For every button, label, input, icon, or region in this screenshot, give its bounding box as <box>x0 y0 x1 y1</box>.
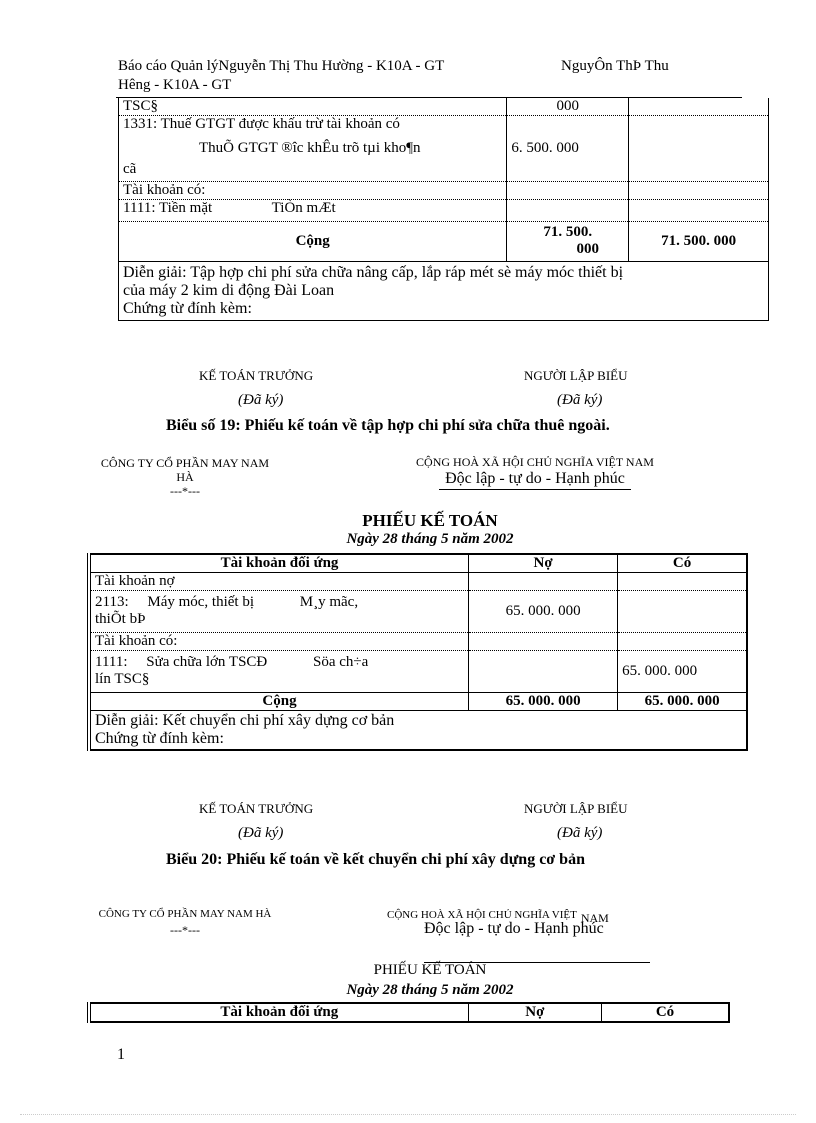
account-cell: TSC§ <box>119 98 507 116</box>
republic-header <box>370 455 700 490</box>
explanation-text: Diễn giải: Kết chuyển chi phí xây dựng cơ bản <box>95 712 395 729</box>
account-text: 2113: Máy móc, thiết bị <box>95 594 255 610</box>
voucher-date: Ngày 28 tháng 5 năm 2002 <box>346 531 514 547</box>
preparer-label: NGƯỜI LẬP BIỂU <box>524 368 628 383</box>
table-row <box>119 200 769 222</box>
debit-value: 65. 000. 000 <box>505 603 581 619</box>
account-cell: Tài khoản có: <box>89 633 469 651</box>
account-cell <box>89 651 469 693</box>
republic-title-b: NAM <box>580 911 609 925</box>
republic-header-3 <box>387 905 687 938</box>
explanation-row <box>119 262 769 321</box>
voucher-date-3: Ngày 28 tháng 5 năm 2002 <box>346 982 514 998</box>
debit-cell <box>469 573 618 591</box>
col-header-credit: Có <box>655 1004 675 1020</box>
debit-cell <box>469 651 618 693</box>
total-credit <box>629 222 769 262</box>
total-label <box>119 222 507 262</box>
account-cell <box>89 591 469 633</box>
account-text-legacy: M¸y mãc, <box>299 594 359 610</box>
table-row <box>119 98 769 116</box>
company-name-line2: HÀ <box>176 470 194 484</box>
total-row <box>119 222 769 262</box>
header-line2: Hêng - K10A - GT <box>118 77 232 93</box>
table-row <box>119 182 769 200</box>
chief-accountant-label-2: KẾ TOÁN TRƯỞNG <box>199 801 314 816</box>
running-header <box>118 57 718 95</box>
preparer-label-2: NGƯỜI LẬP BIỂU <box>524 801 628 816</box>
voucher-table-1 <box>118 98 769 321</box>
account-cell <box>119 116 507 182</box>
account-cell <box>119 200 507 222</box>
republic-motto: Độc lập - tự do - Hạnh phúc <box>424 920 604 937</box>
explanation-row <box>89 711 747 751</box>
republic-title-a: CỘNG HOÀ XÃ HỘI CHỦ NGHĨA VIỆT <box>387 909 577 921</box>
company-name <box>70 456 300 498</box>
col-header-debit: Nợ <box>469 554 618 573</box>
debit-cell: 000 <box>507 98 629 116</box>
voucher-title: PHIẾU KẾ TOÁN <box>362 511 498 530</box>
col-header-debit: Nợ <box>468 1003 601 1022</box>
credit-cell <box>629 116 769 182</box>
col-header-credit: Có <box>618 554 747 573</box>
debit-cell <box>507 182 629 200</box>
col-header-account: Tài khoản đối ứng <box>89 1003 468 1022</box>
account-cell: Tài khoản nợ <box>89 573 469 591</box>
debit-cell <box>507 116 629 182</box>
credit-cell <box>629 200 769 222</box>
credit-cell <box>629 98 769 116</box>
credit-cell <box>618 651 747 693</box>
total-debit <box>507 222 629 262</box>
credit-value: 65. 000. 000 <box>622 663 698 679</box>
company-separator: ---*--- <box>170 484 200 498</box>
caption-20: Biểu 20: Phiếu kế toán về kết chuyển chi phí xây dựng cơ bản <box>166 851 585 868</box>
table-row <box>89 633 747 651</box>
account-text: 1111: Sửa chữa lớn TSCĐ <box>95 654 268 670</box>
debit-value: 6. 500. 000 <box>511 140 579 156</box>
account-cell: Tài khoản có: <box>119 182 507 200</box>
credit-cell <box>618 573 747 591</box>
credit-cell <box>629 182 769 200</box>
republic-title: CỘNG HOÀ XÃ HỘI CHỦ NGHĨA VIỆT NAM <box>416 455 654 469</box>
voucher-title-3: PHIẾU KẾ TOÁN <box>373 962 487 978</box>
debit-cell <box>469 633 618 651</box>
table-header-row <box>89 1003 729 1022</box>
preparer-signed: (Đã ký) <box>557 392 603 408</box>
company-name-line1: CÔNG TY CỔ PHẦN MAY NAM HÀ <box>98 908 272 920</box>
table-row <box>89 651 747 693</box>
company-name-3 <box>60 906 310 939</box>
table-row <box>119 116 769 182</box>
attachments-label: Chứng từ đính kèm: <box>95 730 224 747</box>
total-row <box>89 693 747 711</box>
account-text-legacy: Söa ch÷a <box>313 654 369 670</box>
chief-accountant-label: KẾ TOÁN TRƯỞNG <box>199 368 314 383</box>
republic-motto: Độc lập - tự do - Hạnh phúc <box>439 470 631 490</box>
voucher-table-2 <box>87 553 748 751</box>
credit-cell <box>618 633 747 651</box>
account-text-legacy: ThuÕ GTGT ®îc khÊu trõ tµi kho¶n <box>199 140 421 156</box>
explanation-line2: của máy 2 kim di động Đài Loan <box>123 282 335 299</box>
account-text-legacy-cont: lín TSC§ <box>95 671 150 687</box>
chief-accountant-signed: (Đã ký) <box>238 392 284 408</box>
page-bottom-rule <box>20 1114 796 1115</box>
preparer-signed-2: (Đã ký) <box>557 825 603 841</box>
table-header-row <box>89 554 747 573</box>
header-right: NguyÔn ThÞ Thu <box>561 58 669 74</box>
debit-cell <box>507 200 629 222</box>
total-debit-line2: 000 <box>576 241 600 257</box>
total-debit: 65. 000. 000 <box>469 693 618 711</box>
voucher-table-3 <box>87 1002 730 1023</box>
total-credit: 65. 000. 000 <box>618 693 747 711</box>
table-row <box>89 573 747 591</box>
table-row <box>89 591 747 633</box>
attachments-label: Chứng từ đính kèm: <box>123 300 252 317</box>
company-separator: ---*--- <box>170 923 200 937</box>
explanation-line1: Diễn giải: Tập hợp chi phí sửa chữa nâng cấp, lắp ráp mét sè máy móc thiết bị <box>123 264 624 281</box>
total-label: Cộng <box>89 693 469 711</box>
chief-accountant-signed-2: (Đã ký) <box>238 825 284 841</box>
explanation-cell <box>89 711 747 751</box>
account-text-legacy-cont: cã <box>123 161 137 177</box>
caption-19: Biểu số 19: Phiếu kế toán về tập hợp chi phí sửa chữa thuê ngoài. <box>166 417 610 434</box>
company-name-line1: CÔNG TY CỔ PHẦN MAY NAM <box>100 456 270 470</box>
account-text-legacy-cont: thiÕt bÞ <box>95 611 146 627</box>
col-header-account: Tài khoản đối ứng <box>89 554 469 573</box>
page-number: 1 <box>117 1046 125 1063</box>
total-label-text: Cộng <box>295 233 330 249</box>
total-debit-line1: 71. 500. <box>543 224 593 240</box>
debit-cell <box>469 591 618 633</box>
account-text: 1331: Thuế GTGT được khấu trừ tài khoản có <box>123 116 400 132</box>
total-credit-text: 71. 500. 000 <box>661 233 737 249</box>
header-left: Báo cáo Quản lýNguyễn Thị Thu Hường - K10A - GT <box>118 58 445 74</box>
account-text: 1111: Tiền mặt <box>123 200 213 216</box>
account-text-legacy: TiÒn mÆt <box>271 200 336 216</box>
explanation-cell <box>119 262 769 321</box>
credit-cell <box>618 591 747 633</box>
